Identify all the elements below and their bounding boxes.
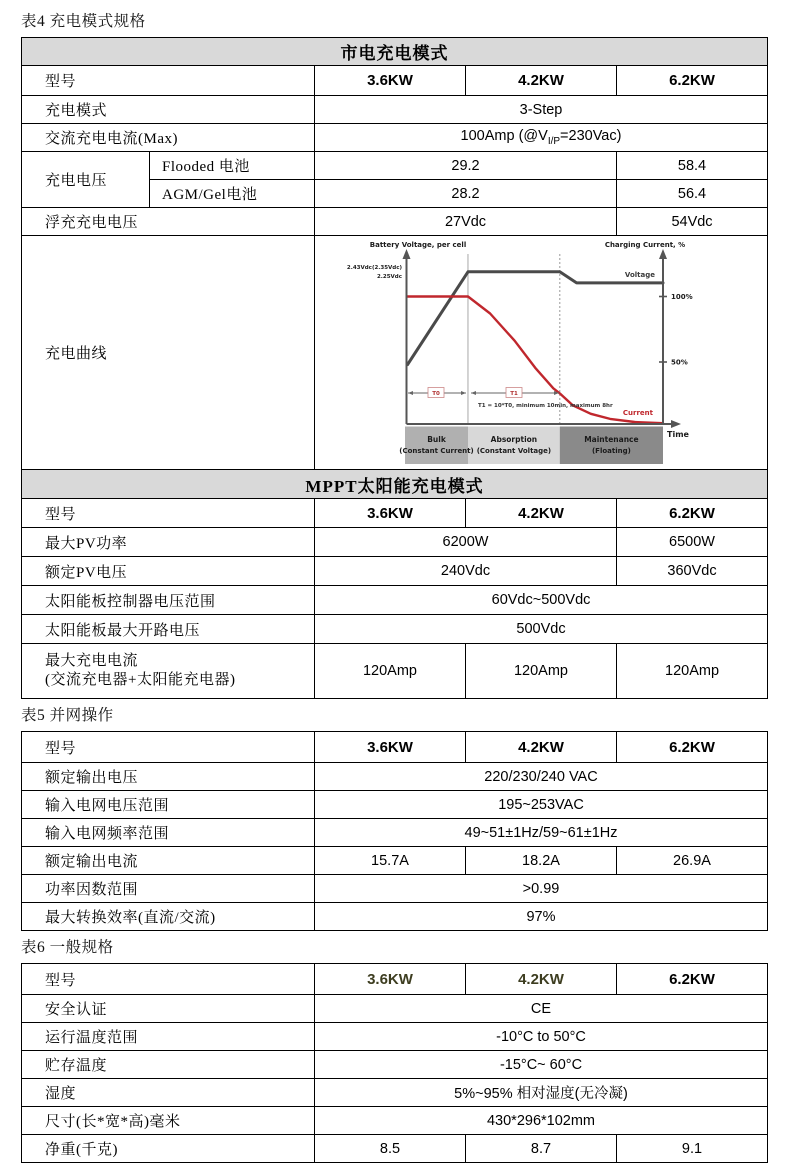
charge-mode-label: 充电模式 bbox=[22, 96, 315, 124]
t4-model-header-3-6kw: 3.6KW bbox=[315, 66, 466, 96]
time-axis-arrow bbox=[671, 420, 681, 428]
float-voltage-36-42: 27Vdc bbox=[315, 208, 617, 236]
rated-output-current-36: 15.7A bbox=[315, 847, 466, 875]
charge-voltage-label: 充电电压 bbox=[22, 152, 150, 208]
svg-text:(Constant Voltage): (Constant Voltage) bbox=[476, 447, 552, 455]
float-voltage-62: 54Vdc bbox=[617, 208, 768, 236]
t6-model-header-4-2kw: 4.2KW bbox=[466, 964, 617, 995]
rated-pv-voltage-36-42: 240Vdc bbox=[315, 557, 617, 586]
left-axis-arrow bbox=[403, 249, 411, 259]
charge-curve-svg bbox=[315, 236, 768, 469]
right-axis-title: Charging Current, % bbox=[604, 241, 686, 249]
table4-charging-spec bbox=[21, 37, 768, 699]
charge-mode-value: 3-Step bbox=[315, 96, 768, 124]
svg-text:Bulk: Bulk bbox=[427, 435, 446, 444]
power-factor-range-value: >0.99 bbox=[315, 875, 768, 903]
dimensions-value: 430*296*102mm bbox=[315, 1107, 768, 1135]
flooded-battery-label: Flooded 电池 bbox=[150, 152, 315, 180]
max-charge-current-label-line2: (交流充电器+太阳能充电器) bbox=[45, 672, 236, 688]
mppt-model-header-3-6kw: 3.6KW bbox=[315, 499, 466, 528]
table6-general-spec bbox=[21, 963, 768, 1163]
rated-output-current-42: 18.2A bbox=[466, 847, 617, 875]
absorb-voltage-annotation: 2.43Vdc(2.35Vdc) bbox=[346, 265, 402, 271]
table5-title: 表5 并网操作 bbox=[21, 707, 114, 724]
float-voltage-annotation: 2.25Vdc bbox=[376, 274, 402, 280]
net-weight-42: 8.7 bbox=[466, 1135, 617, 1163]
power-factor-range-label: 功率因数范围 bbox=[22, 875, 315, 903]
t5-model-label: 型号 bbox=[22, 732, 315, 763]
max-charge-current-label-line1: 最大充电电流 bbox=[45, 653, 139, 670]
mppt-model-header-4-2kw: 4.2KW bbox=[466, 499, 617, 528]
ac-charge-current-value bbox=[315, 124, 768, 152]
t1-annotation: T1 bbox=[510, 391, 518, 397]
rated-output-voltage-value: 220/230/240 VAC bbox=[315, 763, 768, 791]
max-pv-power-62: 6500W bbox=[617, 528, 768, 557]
rated-output-current-62: 26.9A bbox=[617, 847, 768, 875]
max-charge-current-42: 120Amp bbox=[466, 644, 617, 699]
mppt-charging-header: MPPT太阳能充电模式 bbox=[22, 470, 768, 499]
curve-series-lines bbox=[408, 272, 663, 423]
t0-annotation: T0 bbox=[432, 391, 440, 397]
max-conversion-efficiency-value: 97% bbox=[315, 903, 768, 931]
t5-model-header-4-2kw: 4.2KW bbox=[466, 732, 617, 763]
max-open-circuit-voltage-value: 500Vdc bbox=[315, 615, 768, 644]
table4-title: 表4 充电模式规格 bbox=[21, 13, 146, 30]
right-axis-arrow bbox=[659, 249, 667, 259]
svg-text:50%: 50% bbox=[671, 358, 688, 367]
time-axis-label: Time bbox=[667, 430, 689, 439]
net-weight-label: 净重(千克) bbox=[22, 1135, 315, 1163]
input-grid-voltage-range-label: 输入电网电压范围 bbox=[22, 791, 315, 819]
charge-curve-label: 充电曲线 bbox=[22, 236, 315, 470]
max-charge-current-label bbox=[22, 644, 315, 699]
rated-pv-voltage-label: 额定PV电压 bbox=[22, 557, 315, 586]
t5-model-header-3-6kw: 3.6KW bbox=[315, 732, 466, 763]
net-weight-36: 8.5 bbox=[315, 1135, 466, 1163]
input-grid-freq-range-value: 49~51±1Hz/59~61±1Hz bbox=[315, 819, 768, 847]
ac-value-pre: 100Amp (@V bbox=[460, 128, 548, 145]
mppt-model-label: 型号 bbox=[22, 499, 315, 528]
dimensions-label: 尺寸(长*宽*高)毫米 bbox=[22, 1107, 315, 1135]
max-pv-power-36-42: 6200W bbox=[315, 528, 617, 557]
right-axis-ticks bbox=[659, 293, 693, 366]
rated-pv-voltage-62: 360Vdc bbox=[617, 557, 768, 586]
safety-cert-value: CE bbox=[315, 995, 768, 1023]
input-grid-freq-range-label: 输入电网频率范围 bbox=[22, 819, 315, 847]
svg-text:Maintenance: Maintenance bbox=[584, 435, 639, 444]
float-voltage-label: 浮充充电电压 bbox=[22, 208, 315, 236]
charge-curve-chart bbox=[315, 236, 768, 470]
t6-model-header-3-6kw: 3.6KW bbox=[315, 964, 466, 995]
utility-charging-header: 市电充电模式 bbox=[22, 38, 768, 66]
voltage-line-label: Voltage bbox=[624, 271, 655, 279]
max-pv-power-label: 最大PV功率 bbox=[22, 528, 315, 557]
operating-temp-range-value: -10°C to 50°C bbox=[315, 1023, 768, 1051]
storage-temp-label: 贮存温度 bbox=[22, 1051, 315, 1079]
flooded-voltage-62: 58.4 bbox=[617, 152, 768, 180]
controller-voltage-range-label: 太阳能板控制器电压范围 bbox=[22, 586, 315, 615]
ac-charge-current-label: 交流充电电流(Max) bbox=[22, 124, 315, 152]
table6-title: 表6 一般规格 bbox=[21, 939, 114, 956]
svg-text:Absorption: Absorption bbox=[490, 435, 538, 444]
svg-text:100%: 100% bbox=[671, 293, 693, 301]
t1-formula-note: T1 = 10*T0, minimum 10min, maximum 8hr bbox=[478, 403, 613, 409]
agm-voltage-62: 56.4 bbox=[617, 180, 768, 208]
ac-value-subscript: I/P bbox=[547, 135, 561, 147]
t4-model-header-4-2kw: 4.2KW bbox=[466, 66, 617, 96]
t4-model-label: 型号 bbox=[22, 66, 315, 96]
net-weight-62: 9.1 bbox=[617, 1135, 768, 1163]
current-line-label: Current bbox=[622, 409, 653, 417]
phase-bands bbox=[405, 427, 663, 465]
rated-output-current-label: 额定输出电流 bbox=[22, 847, 315, 875]
t5-model-header-6-2kw: 6.2KW bbox=[617, 732, 768, 763]
left-axis-title: Battery Voltage, per cell bbox=[369, 241, 467, 249]
svg-text:(Constant Current): (Constant Current) bbox=[399, 447, 474, 455]
mppt-model-header-6-2kw: 6.2KW bbox=[617, 499, 768, 528]
safety-cert-label: 安全认证 bbox=[22, 995, 315, 1023]
storage-temp-value: -15°C~ 60°C bbox=[315, 1051, 768, 1079]
agm-gel-battery-label: AGM/Gel电池 bbox=[150, 180, 315, 208]
t6-model-header-6-2kw: 6.2KW bbox=[617, 964, 768, 995]
humidity-label: 湿度 bbox=[22, 1079, 315, 1107]
max-charge-current-62: 120Amp bbox=[617, 644, 768, 699]
flooded-voltage-36-42: 29.2 bbox=[315, 152, 617, 180]
max-conversion-efficiency-label: 最大转换效率(直流/交流) bbox=[22, 903, 315, 931]
max-open-circuit-voltage-label: 太阳能板最大开路电压 bbox=[22, 615, 315, 644]
operating-temp-range-label: 运行温度范围 bbox=[22, 1023, 315, 1051]
max-charge-current-36: 120Amp bbox=[315, 644, 466, 699]
controller-voltage-range-value: 60Vdc~500Vdc bbox=[315, 586, 768, 615]
t6-model-label: 型号 bbox=[22, 964, 315, 995]
t4-model-header-6-2kw: 6.2KW bbox=[617, 66, 768, 96]
agm-voltage-36-42: 28.2 bbox=[315, 180, 617, 208]
humidity-value: 5%~95% 相对湿度(无冷凝) bbox=[315, 1079, 768, 1107]
rated-output-voltage-label: 额定输出电压 bbox=[22, 763, 315, 791]
ac-value-post: =230Vac) bbox=[560, 128, 622, 145]
timing-annotations bbox=[408, 388, 613, 410]
input-grid-voltage-range-value: 195~253VAC bbox=[315, 791, 768, 819]
table5-grid-tie-operation bbox=[21, 731, 768, 931]
svg-text:(Floating): (Floating) bbox=[591, 447, 631, 455]
